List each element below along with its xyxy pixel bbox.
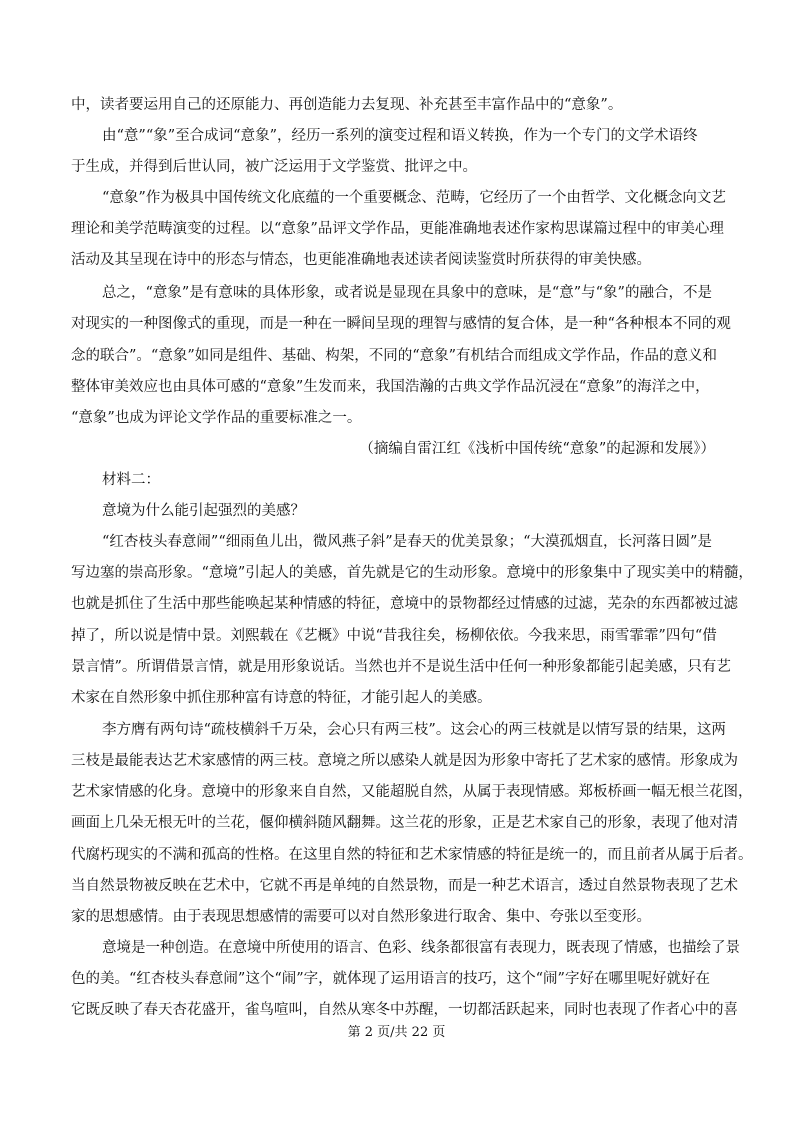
paragraph-line: 艺术家情感的化身。意境中的形象来自自然，又能超脱自然，从属于表现情感。郑板桥画一幅无根兰花图， [71, 784, 753, 800]
paragraph-line: 写边塞的崇高形象。“意境”引起人的美感，首先就是它的生动形象。意境中的形象集中了现实美中的精髓， [71, 565, 753, 581]
paragraph-line: 当自然景物被反映在艺术中，它就不再是单纯的自然景物，而是一种艺术语言，透过自然景物表现了艺术 [71, 878, 738, 894]
page-number: 第 2 页/共 22 页 [347, 1025, 446, 1040]
paragraph-line: 景言情”。所谓借景言情，就是用形象说话。当然也并不是说生活中任何一种形象都能引起美感，只有艺 [71, 659, 731, 675]
paragraph-line: “意象”作为极具中国传统文化底蕴的一个重要概念、范畴，它经历了一个由哲学、文化概念向文艺 [102, 190, 726, 206]
paragraph-line: 念的联合”。“意象”如同是组件、基础、构架，不同的“意象”有机结合而组成文学作品，作品的意义和 [71, 348, 718, 364]
paragraph-line: 色的美。“红杏枝头春意闹”这个“闹”字，就体现了运用语言的技巧，这个“闹”字好在哪里呢好就好在 [71, 971, 710, 987]
paragraph-line: “红杏枝头春意闹”“细雨鱼儿出，微风燕子斜”是春天的优美景象；“大漠孤烟直，长河落日圆”是 [102, 534, 712, 550]
paragraph-line: 由“意”“象”至合成词“意象”，经历一系列的演变过程和语义转换，作为一个专门的文学术语终 [102, 128, 698, 144]
paragraph-line: 它既反映了春天杏花盛开，雀鸟喧叫，自然从寒冬中苏醒，一切都活跃起来，同时也表现了作者心中的喜 [71, 1002, 738, 1018]
section-label: 材料二： [102, 472, 160, 488]
paragraph-line: 也就是抓住了生活中那些能唤起某种情感的特征，意境中的景物都经过情感的过滤，芜杂的东西都被过滤 [71, 596, 738, 612]
paragraph-line: 活动及其呈现在诗中的形态与情态，也更能准确地表述读者阅读鉴赏时所获得的审美快感。 [71, 252, 651, 268]
paragraph-line: 三枝是最能表达艺术家感情的两三枝。意境之所以感染人就是因为形象中寄托了艺术家的感情。形象成为 [71, 753, 738, 769]
paragraph-line: 理论和美学范畴演变的过程。以“意象”品评文学作品，更能准确地表述作家构思谋篇过程中的审美心理 [71, 221, 724, 237]
paragraph-line: 对现实的一种图像式的重现，而是一种在一瞬间呈现的理智与感情的复合体，是一种“各种根本不同的观 [71, 316, 731, 332]
paragraph-line: 家的思想感情。由于表现思想感情的需要可以对自然形象进行取舍、集中、夸张以至变形。 [71, 909, 651, 925]
paragraph-line: 画面上几朵无根无叶的兰花，偃仰横斜随风翻舞。这兰花的形象，正是艺术家自己的形象，表现了他对清 [71, 815, 738, 831]
paragraph-line: 掉了，所以说是情中景。刘熙载在《艺概》中说“昔我往矣，杨柳依依。今我来思，雨雪霏霏”四句“借 [71, 628, 717, 644]
paragraph-line: 整体审美效应也由具体可感的“意象”生发而来，我国浩瀚的古典文学作品沉浸在“意象”的海洋之中， [71, 379, 710, 395]
paragraph-line: 代腐朽现实的不满和孤高的性格。在这里自然的特征和艺术家情感的特征是统一的，而且前者从属于后者。 [71, 847, 753, 863]
paragraph-line: 意境是一种创造。在意境中所使用的语言、色彩、线条都很富有表现力，既表现了情感，也描绘了景 [102, 940, 740, 956]
paragraph-line: “意象”也成为评论文学作品的重要标准之一。 [71, 410, 362, 426]
paragraph-line: 总之，“意象”是有意味的具体形象，或者说是显现在具象中的意味，是“意”与“象”的融合，不是 [102, 285, 712, 301]
paragraph-line: 中，读者要运用自己的还原能力、再创造能力去复现、补充甚至丰富作品中的“意象”。 [71, 97, 623, 113]
source-citation: （摘编自雷江红《浅析中国传统“意象”的起源和发展》） [359, 441, 715, 457]
paragraph-line: 术家在自然形象中抓住那种富有诗意的特征，才能引起人的美感。 [71, 690, 492, 706]
section-heading: 意境为什么能引起强烈的美感？ [102, 503, 305, 519]
paragraph-line: 于生成，并得到后世认同，被广泛运用于文学鉴赏、批评之中。 [71, 159, 477, 175]
paragraph-line: 李方膺有两句诗“疏枝横斜千万朵，会心只有两三枝”。这会心的两三枝就是以情写景的结果，这两 [102, 722, 726, 738]
